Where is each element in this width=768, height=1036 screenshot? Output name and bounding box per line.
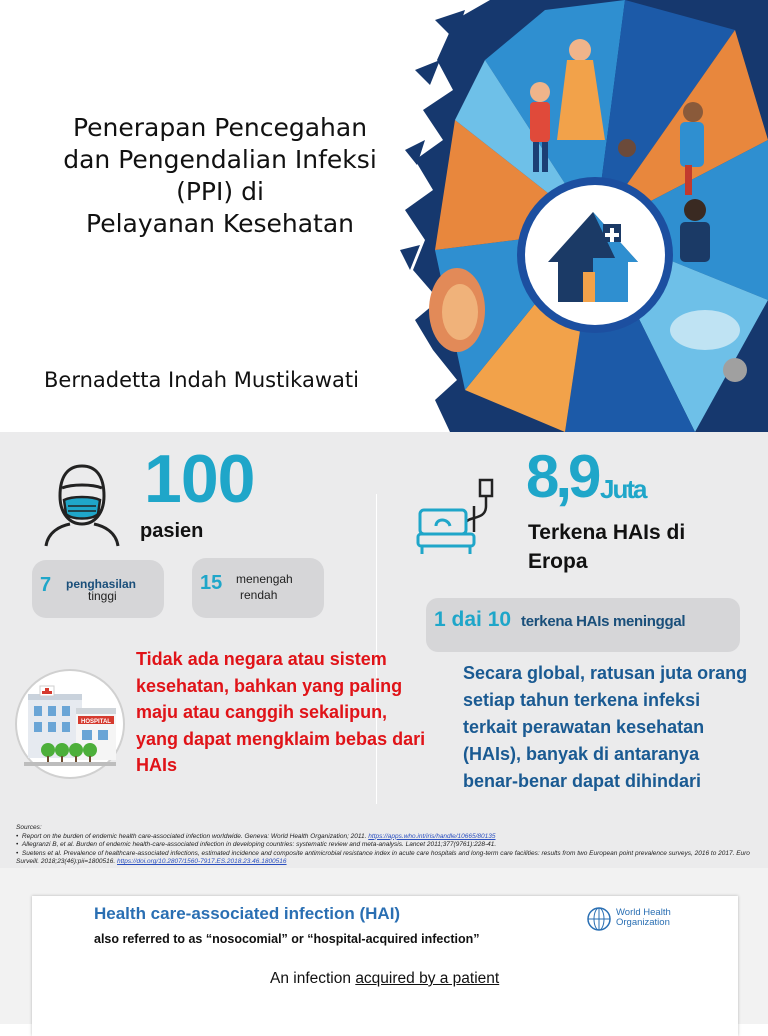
hai-title: Health care-associated infection (HAI) [94,904,401,923]
europe-count: 8,9 [526,443,598,510]
low-middle-income-number: 15 [200,572,223,594]
hai-definition [270,970,499,988]
source-text: Report on the burden of endemic health care-associated infection worldwide. Geneva: World Health Organization; 2011. [21,832,369,840]
title-line: dan Pengendalian Infeksi [63,145,377,174]
death-label: terkena HAIs meninggal [521,613,686,630]
source-link[interactable]: https://apps.who.int/iris/handle/10665/80135 [368,832,496,840]
global-burden-statement: Secara global, ratusan juta orang setiap tahun terkena infeksi terkait perawatan kesehatan (HAIs), banyak di antaranya benar-benar dapat dihindari [463,663,748,791]
low-middle-income-label-2: rendah [240,588,278,602]
who-line-1: World Health [616,907,671,918]
no-country-free-statement: Tidak ada negara atau sistem kesehatan, bahkan yang paling maju atau canggih sekalipun, yang dapat mengklaim bebas dari HAIs [136,649,426,775]
who-logo-text [616,908,671,928]
title-slide [0,0,768,432]
source-item: • Report on the burden of endemic health care-associated infection worldwide. Geneva: World Health Organization; 2011. https://apps.who.int/iris/handle/10665/80135 [16,832,496,840]
low-middle-income-label-1: menengah [236,572,293,586]
sources-title: Sources: [16,824,42,831]
source-text: Allegranzi B, et al. Burden of endemic health-care-associated infection in developing countries: systematic review and meta-analysis. Lancet 2011;377(9761):228-41. [21,841,497,848]
death-ratio: 1 dai 10 [434,608,512,631]
source-item: • Allegranzi B, et al. Burden of endemic health-care-associated infection in developing countries: systematic review and meta-analysis. Lancet 2011;377(9761):228-41. [16,841,497,848]
title-line: Penerapan Pencegahan [72,113,368,142]
hospital-building-icon [14,668,126,780]
source-link[interactable]: https://doi.org/10.2807/1560-7917.ES.2018.23.46.1800516 [117,858,287,865]
sources-list [16,824,756,867]
masked-patient-icon [38,456,124,548]
definition-prefix: An infection [270,970,356,987]
hai-subtitle: also referred to as “nosocomial” or “hospital-acquired infection” [94,932,480,946]
europe-unit: Juta [600,474,646,504]
healthcare-collage-illustration [395,0,768,432]
who-line-2: Organization [616,917,670,928]
who-emblem-icon [586,906,612,932]
title-line: Pelayanan Kesehatan [86,209,354,238]
high-income-label-2: tinggi [88,589,117,603]
presentation-title [20,112,420,240]
title-line: (PPI) di [176,177,264,206]
high-income-number: 7 [40,574,52,596]
patients-count: 100 [144,441,255,517]
source-item: • Suetens et al. Prevalence of healthcare-associated infections, estimated incidence and composite antimicrobial resistance index in acute care hospitals and long-term care facilities: results from two European point prevalence surveys, 2016 to 2017. Euro Surveill. 2018;23(46):pii=1800516. https://doi.org/10.2807/1560-7917.ES.2018.23.46.1800516 [16,849,750,865]
statistics-slide [0,432,768,868]
author-name: Bernadetta Indah Mustikawati [44,368,359,392]
high-income-label-1: penghasilan [66,577,137,591]
europe-label: Terkena HAIs di Eropa [528,521,686,573]
patients-label: pasien [140,520,204,542]
slide-card [32,896,738,1036]
definition-underlined: acquired by a patient [355,970,500,987]
hospital-bed-icon [414,476,494,556]
hai-definition-slide [0,868,768,1024]
source-text: Suetens et al. Prevalence of healthcare-associated infections, estimated incidence and composite antimicrobial resistance index in acute care hospitals and long-term care facilities: results from two European point prevalence surveys, 2016 to 2017. Euro Surveill. 2018;23(46):pii=1800516. [16,849,750,865]
hospital-sign-text: HOSPITAL [81,719,111,725]
